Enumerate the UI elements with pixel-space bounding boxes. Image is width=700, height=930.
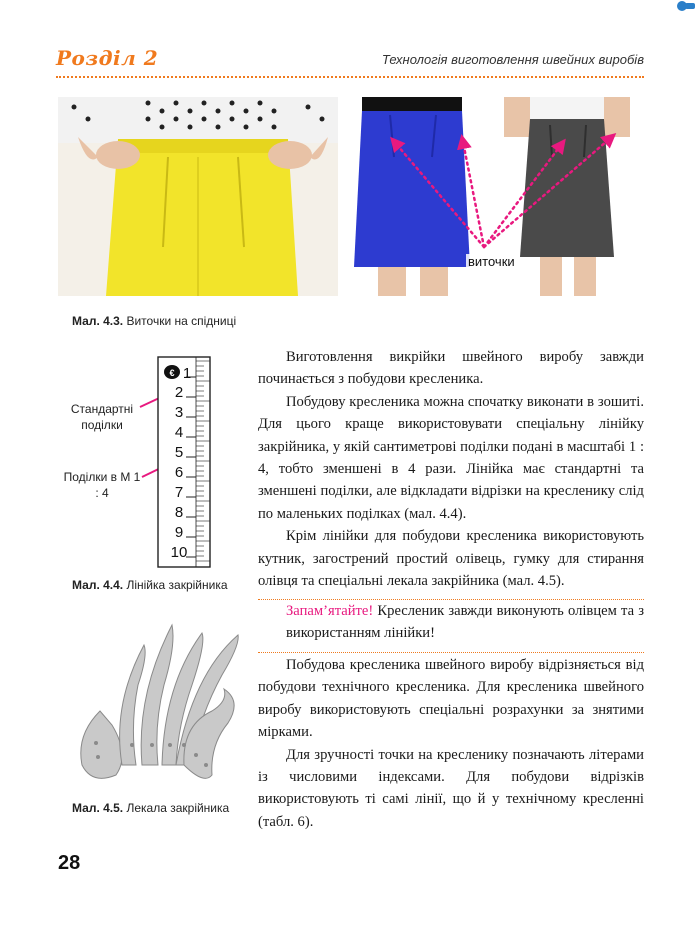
figure-4-5-text: Лекала закрійника bbox=[126, 801, 230, 815]
ruler-number-5: 5 bbox=[174, 444, 184, 461]
ruler-number-10: 10 bbox=[170, 544, 188, 561]
figure-4-5-caption bbox=[72, 801, 229, 815]
label-scaled-divisions: Поділки в М 1 : 4 bbox=[63, 470, 141, 500]
paragraph-3: Крім лінійки для побудови кресленика використовують кутник, загострений простий олівець, гумку для стирання олівця та спеціальні лекала закрійника (мал. 4.5). bbox=[258, 528, 644, 590]
yellow-skirt-photo bbox=[58, 97, 338, 296]
tailor-ruler-figure bbox=[58, 355, 238, 570]
section-title: Розділ 2 bbox=[56, 46, 159, 70]
svg-text:€: € bbox=[169, 368, 175, 378]
ruler-number-8: 8 bbox=[174, 504, 184, 521]
figure-4-3-number: Мал. 4.3. bbox=[72, 314, 124, 328]
remember-text: Кресленик завжди виконують олівцем та з використанням лінійки! bbox=[286, 603, 644, 642]
paragraph-2: Побудову кресленика можна спочатку виконати в зошиті. Для цього краще використовувати спеціальну лінійку закрійника, у якій сантиметрові поділки подані в масштабі 1 : 4, тобто зменшені в 4 рази. Лінійка має стандартні та зменшені поділки, але відкладати відрізки на кресленику слід по маленьких поділках (мал. 4.4). bbox=[258, 393, 644, 522]
paragraph-5: Для зручності точки на кресленику позначають літерами із числовими індексами. Для побудови відрізків використовують ті самі лінії, що й у технічному кресленні (табл. 6). bbox=[258, 746, 644, 830]
label-standard-divisions: Стандартні поділки bbox=[70, 402, 134, 432]
tailor-curves-figure bbox=[72, 615, 252, 790]
body-text-block-1 bbox=[258, 346, 644, 592]
ruler-number-7: 7 bbox=[174, 484, 184, 501]
body-text-block-2 bbox=[258, 654, 644, 833]
publisher-logo-icon bbox=[676, 0, 696, 12]
header-divider bbox=[56, 76, 644, 78]
figure-4-5-number: Мал. 4.5. bbox=[72, 801, 124, 815]
ruler-number-1: 1 bbox=[182, 365, 192, 382]
ruler-number-3: 3 bbox=[174, 404, 184, 421]
ruler-number-9: 9 bbox=[174, 524, 184, 541]
remember-label: Запам’ятайте! bbox=[286, 603, 374, 619]
paragraph-1: Виготовлення викрійки швейного виробу завжди починається з побудови кресленика. bbox=[258, 349, 644, 388]
ruler-drawing bbox=[58, 355, 238, 570]
figure-4-4-number: Мал. 4.4. bbox=[72, 578, 124, 592]
page-header bbox=[56, 46, 644, 74]
page-number: 28 bbox=[58, 852, 81, 874]
darts-label: виточки bbox=[468, 254, 515, 269]
figure-4-4-caption bbox=[72, 578, 228, 592]
paragraph-4: Побудова кресленика швейного виробу відрізняється від побудови технічного кресленика. Для кресленика швейного виробу використовують спеціальні розрахунки за знятими мірками. bbox=[258, 657, 644, 741]
remember-note bbox=[258, 600, 644, 645]
header-subtitle: Технологія виготовлення швейних виробів bbox=[381, 52, 644, 67]
ruler-number-2: 2 bbox=[174, 384, 184, 401]
figure-4-4-text: Лінійка закрійника bbox=[126, 578, 228, 592]
figure-4-3-caption bbox=[72, 314, 236, 328]
ruler-number-6: 6 bbox=[174, 464, 184, 481]
divider-below-remember bbox=[258, 652, 644, 653]
ruler-number-4: 4 bbox=[174, 424, 184, 441]
figure-4-3-text: Виточки на спідниці bbox=[126, 314, 237, 328]
